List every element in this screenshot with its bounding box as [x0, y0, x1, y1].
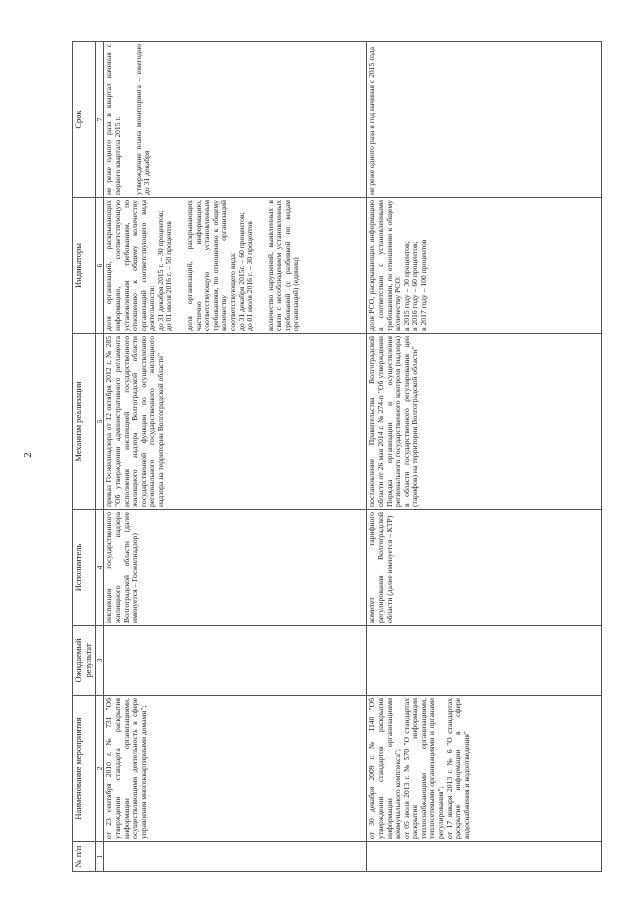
cell-name	[367, 696, 602, 842]
cell-mechanism: постановление Правительства Волгоградской области от 26 мая 2014 г. № 274-п "Об утверждении Порядка организации и осуществления регионального государственного контроля (надзора) в области государственного регулирования цен (тарифов) на территории Волгоградской области"	[367, 334, 602, 510]
column-number: 2	[95, 696, 104, 842]
indicator-text: доля организаций, раскрывающих информацию, соответствующую установленным требованиям, по отношению к общему количеству организаций соответствующего вида деятельности:	[104, 200, 157, 331]
cell-result	[367, 626, 602, 696]
indicator-text: до 01 июля 2016 г. – 50 процентов	[164, 221, 174, 331]
indicator-text: до 31 декабря 2015 г. – 30 процентов;	[155, 210, 165, 331]
header-deadline: Срок	[73, 42, 96, 198]
cell-deadline	[367, 42, 602, 198]
cell-executor: комитет тарифного регулирования Волгоградской области (далее именуется – КТР)	[367, 510, 602, 626]
indicator-text: до 31 декабря 2015г. – 60 процентов;	[236, 212, 246, 331]
column-number: 1	[95, 842, 104, 872]
column-number: 4	[95, 510, 104, 626]
column-numbers-row	[95, 42, 104, 872]
indicator-text: количество нарушений, выявленных в связи с несоблюдением установленных требований (с разбивкой по видам организаций) (единиц)	[265, 200, 301, 331]
header-executor: Исполнитель	[73, 510, 96, 626]
header-num: № п/п	[73, 842, 96, 872]
cell-num	[367, 842, 602, 872]
page-number: 2	[21, 452, 34, 458]
cell-deadline	[104, 42, 367, 198]
header-mechanism: Механизм реализации	[73, 334, 96, 510]
header-result: Ожидаемый результат	[73, 626, 96, 696]
cell-result	[104, 626, 367, 696]
indicator-text: в 2016 году – 60 процентов;	[410, 241, 420, 331]
rotated-table-container	[72, 42, 624, 872]
column-number: 7	[95, 42, 104, 198]
cell-name: от 23 сентября 2010 г. № 731 "Об утверждении стандарта раскрытия информации организациями, осуществляющими деятельность в сфере управления многоквартирными домами";	[104, 696, 367, 842]
indicator-text: доля организаций, раскрывающих частично информацию, соответствующую установленным требованиям, по отношению к общему количеству организаций соответствующего вида:	[185, 200, 237, 331]
cell-num	[104, 842, 367, 872]
deadline-text: утверждение плана мониторинга – ежегодно до 31 декабря	[133, 44, 152, 195]
name-text: от 05 июля 2013 г. № 570 "О стандартах раскрытия информации теплоснабжающими организациями, теплосетевыми организациями и органами регулирования";	[401, 698, 446, 839]
table-row	[104, 42, 367, 872]
cell-indicators	[367, 198, 602, 334]
indicator-text: в 2015 году – 30 процентов;	[401, 241, 411, 331]
deadline-text: не реже одного раза в год начиная с 2015 года	[367, 47, 377, 195]
column-number: 3	[95, 626, 104, 696]
name-text: от 30 декабря 2009 г. № 1140 "Об утверждении стандартов раскрытия информации организациями коммунального комплекса";	[367, 698, 403, 839]
column-number: 5	[95, 334, 104, 510]
indicator-text: до 01 июля 2016 г. – 30 процентов	[245, 221, 255, 331]
table-header	[73, 42, 104, 872]
deadline-text: не реже одного раза в квартал начиная с первого квартала 2015 г.	[104, 44, 122, 195]
table-row	[367, 42, 602, 872]
header-indicators: Индикаторы	[73, 198, 96, 334]
indicator-text: в 2017 году – 100 процентов	[418, 239, 428, 331]
cell-mechanism: приказ Госжилнадзора от 12 октября 2012 г. № 285 "Об утверждении административного регламента исполнения инспекцией государственного жилищного надзора Волгоградской области государственной функции по осуществлению регионального государственного жилищного надзора на территории Волгоградской области"	[104, 334, 367, 510]
measures-table	[72, 41, 602, 872]
cell-executor: инспекция государственного жилищного надзора Волгоградской области (далее именуется – Госжилнадзор)	[104, 510, 367, 626]
header-name: Наименование мероприятия	[73, 696, 96, 842]
name-text: от 17 января 2013 г. № 6 "О стандартах раскрытия информации в сфере водоснабжения и водоотведения"	[444, 698, 471, 839]
indicator-text: доля РСО, раскрывающих информацию в соответствии с установленными требованиями, по отношению к общему количеству РСО:	[367, 200, 403, 331]
cell-indicators	[104, 198, 367, 334]
column-number: 6	[95, 198, 104, 334]
